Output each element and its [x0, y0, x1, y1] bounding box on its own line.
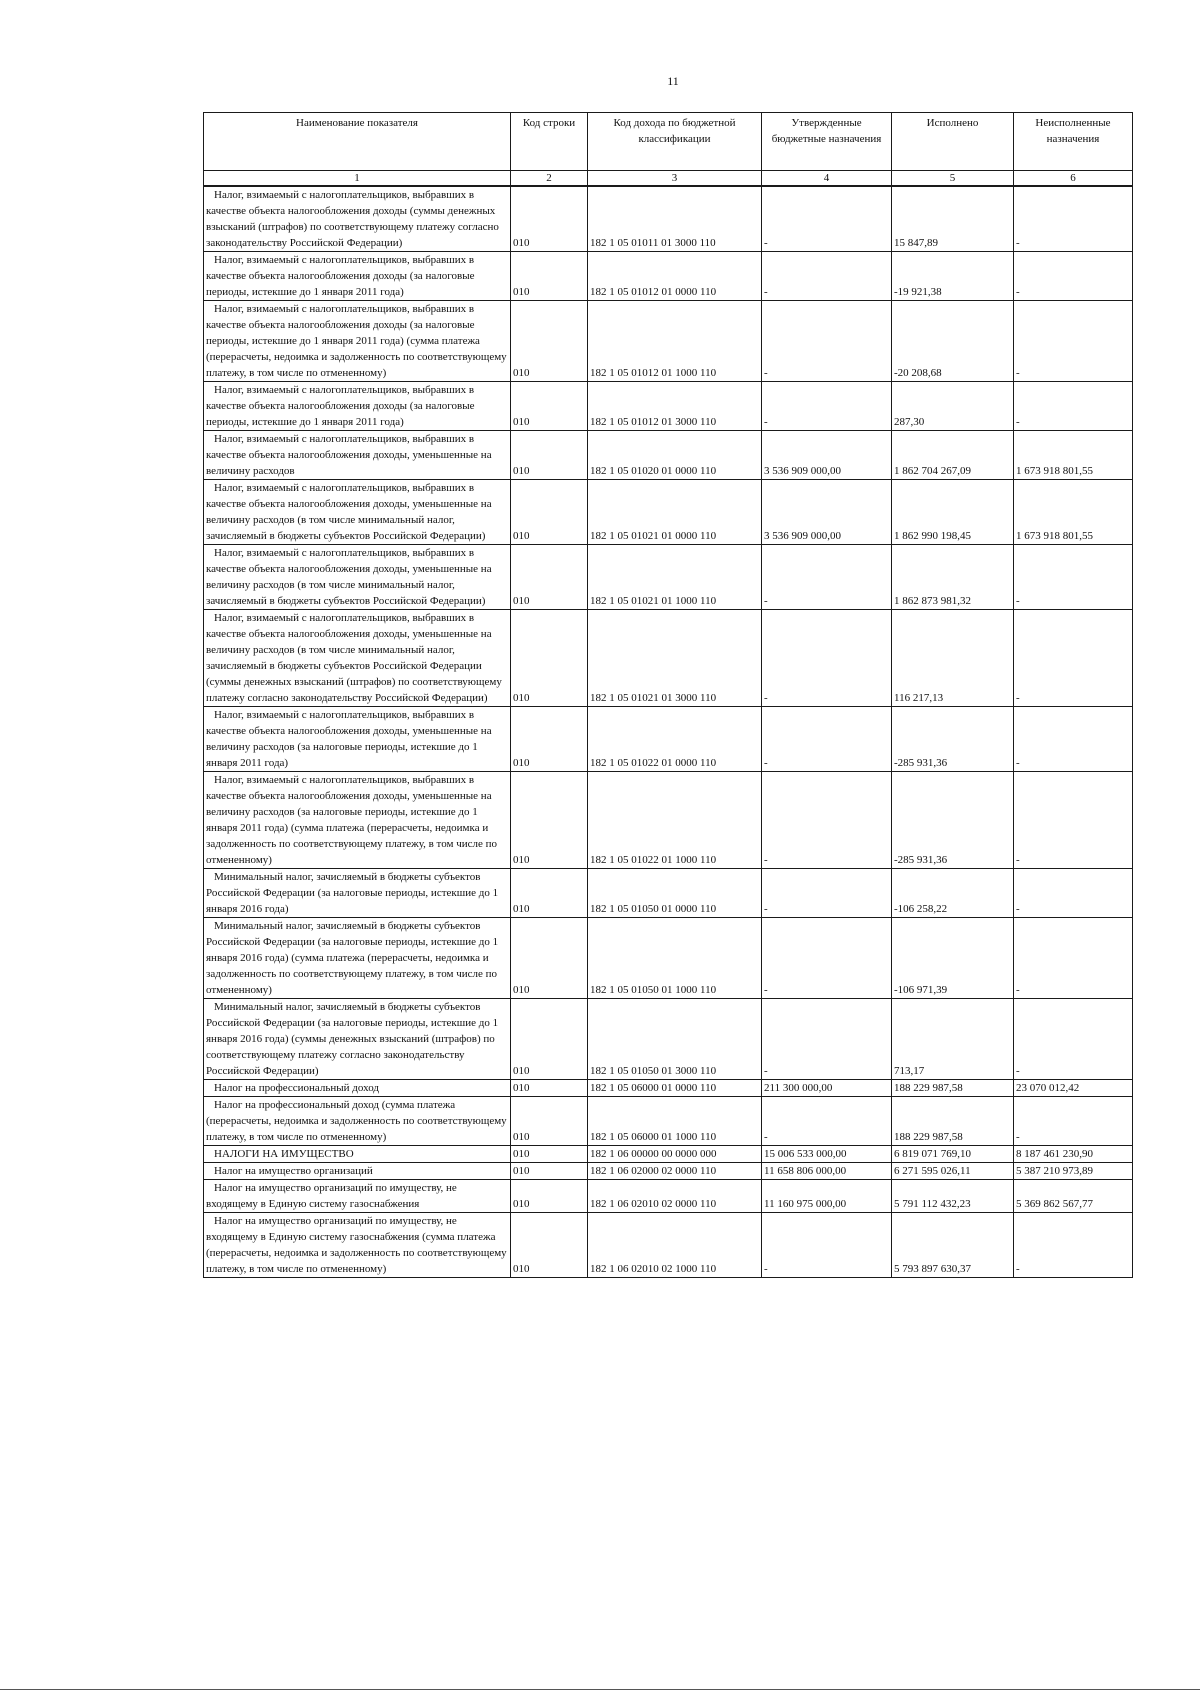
- table-row: [204, 252, 1133, 301]
- executed-amount-cell: -285 931,36: [892, 707, 1014, 772]
- table-body: [204, 186, 1133, 1278]
- table-row: [204, 431, 1133, 480]
- classification-code-cell: 182 1 06 02000 02 0000 110: [588, 1163, 762, 1180]
- line-code-cell: 010: [511, 1163, 588, 1180]
- classification-code-cell: 182 1 05 01012 01 1000 110: [588, 301, 762, 382]
- unexecuted-amount-cell: -: [1014, 610, 1133, 707]
- executed-amount-cell: 1 862 990 198,45: [892, 480, 1014, 545]
- executed-amount-cell: 713,17: [892, 999, 1014, 1080]
- table-header-row: [204, 113, 1133, 171]
- table-row: [204, 545, 1133, 610]
- column-number: 1: [204, 171, 511, 187]
- table-row: [204, 1213, 1133, 1278]
- table-row: [204, 1163, 1133, 1180]
- executed-amount-cell: -106 971,39: [892, 918, 1014, 999]
- approved-amount-cell: -: [762, 918, 892, 999]
- header-approved-appropriations: Утвержденные бюджетные назначения: [762, 113, 892, 171]
- table-row: [204, 1146, 1133, 1163]
- classification-code-cell: 182 1 06 02010 02 0000 110: [588, 1180, 762, 1213]
- line-code-cell: 010: [511, 480, 588, 545]
- indicator-name-cell: Налог, взимаемый с налогоплательщиков, выбравших в качестве объекта налогообложения доходы, уменьшенные на величину расходов (в том числе минимальный налог, зачисляемый в бюджеты субъектов Российской Федерации): [204, 480, 511, 545]
- executed-amount-cell: -285 931,36: [892, 772, 1014, 869]
- line-code-cell: 010: [511, 382, 588, 431]
- executed-amount-cell: 188 229 987,58: [892, 1080, 1014, 1097]
- executed-amount-cell: 287,30: [892, 382, 1014, 431]
- header-unexecuted-appropriations: Неисполненные назначения: [1014, 113, 1133, 171]
- line-code-cell: 010: [511, 707, 588, 772]
- classification-code-cell: 182 1 06 00000 00 0000 000: [588, 1146, 762, 1163]
- classification-code-cell: 182 1 05 01012 01 3000 110: [588, 382, 762, 431]
- approved-amount-cell: 211 300 000,00: [762, 1080, 892, 1097]
- approved-amount-cell: -: [762, 252, 892, 301]
- indicator-name-cell: Налог, взимаемый с налогоплательщиков, выбравших в качестве объекта налогообложения доходы, уменьшенные на величину расходов (за налоговые периоды, истекшие до 1 января 2011 года): [204, 707, 511, 772]
- approved-amount-cell: -: [762, 186, 892, 252]
- classification-code-cell: 182 1 05 01021 01 3000 110: [588, 610, 762, 707]
- unexecuted-amount-cell: -: [1014, 1213, 1133, 1278]
- executed-amount-cell: 188 229 987,58: [892, 1097, 1014, 1146]
- classification-code-cell: 182 1 05 01021 01 0000 110: [588, 480, 762, 545]
- line-code-cell: 010: [511, 772, 588, 869]
- classification-code-cell: 182 1 05 01021 01 1000 110: [588, 545, 762, 610]
- classification-code-cell: 182 1 05 01022 01 1000 110: [588, 772, 762, 869]
- indicator-name-cell: Налог, взимаемый с налогоплательщиков, выбравших в качестве объекта налогообложения доходы, уменьшенные на величину расходов (в том числе минимальный налог, зачисляемый в бюджеты субъектов Российской Федерации): [204, 545, 511, 610]
- approved-amount-cell: -: [762, 772, 892, 869]
- line-code-cell: 010: [511, 1146, 588, 1163]
- line-code-cell: 010: [511, 869, 588, 918]
- page-bottom-rule: [0, 1689, 1200, 1690]
- header-budget-classification-code: Код дохода по бюджетной классификации: [588, 113, 762, 171]
- table-row: [204, 1180, 1133, 1213]
- indicator-name-cell: Налог, взимаемый с налогоплательщиков, выбравших в качестве объекта налогообложения доходы, уменьшенные на величину расходов (в том числе минимальный налог, зачисляемый в бюджеты субъектов Российской Федерации (суммы денежных взысканий (штрафов) по соответствующему платежу согласно законодательству Российской Федерации): [204, 610, 511, 707]
- unexecuted-amount-cell: 23 070 012,42: [1014, 1080, 1133, 1097]
- unexecuted-amount-cell: -: [1014, 186, 1133, 252]
- indicator-name-cell: Минимальный налог, зачисляемый в бюджеты субъектов Российской Федерации (за налоговые периоды, истекшие до 1 января 2016 года): [204, 869, 511, 918]
- unexecuted-amount-cell: -: [1014, 707, 1133, 772]
- classification-code-cell: 182 1 05 01011 01 3000 110: [588, 186, 762, 252]
- table-row: [204, 301, 1133, 382]
- classification-code-cell: 182 1 05 01022 01 0000 110: [588, 707, 762, 772]
- executed-amount-cell: -106 258,22: [892, 869, 1014, 918]
- unexecuted-amount-cell: -: [1014, 869, 1133, 918]
- executed-amount-cell: -19 921,38: [892, 252, 1014, 301]
- column-number: 2: [511, 171, 588, 187]
- line-code-cell: 010: [511, 301, 588, 382]
- table-row: [204, 610, 1133, 707]
- indicator-name-cell: Налог, взимаемый с налогоплательщиков, выбравших в качестве объекта налогообложения доходы (суммы денежных взысканий (штрафов) по соответствующему платежу согласно законодательству Российской Федерации): [204, 186, 511, 252]
- table-row: [204, 1080, 1133, 1097]
- indicator-name-cell: НАЛОГИ НА ИМУЩЕСТВО: [204, 1146, 511, 1163]
- header-indicator-name: Наименование показателя: [204, 113, 511, 171]
- line-code-cell: 010: [511, 1080, 588, 1097]
- executed-amount-cell: 1 862 704 267,09: [892, 431, 1014, 480]
- line-code-cell: 010: [511, 1097, 588, 1146]
- approved-amount-cell: -: [762, 707, 892, 772]
- approved-amount-cell: 11 658 806 000,00: [762, 1163, 892, 1180]
- unexecuted-amount-cell: -: [1014, 999, 1133, 1080]
- header-line-code: Код строки: [511, 113, 588, 171]
- column-number: 4: [762, 171, 892, 187]
- table-row: [204, 382, 1133, 431]
- unexecuted-amount-cell: 1 673 918 801,55: [1014, 480, 1133, 545]
- indicator-name-cell: Налог на имущество организаций: [204, 1163, 511, 1180]
- approved-amount-cell: -: [762, 382, 892, 431]
- line-code-cell: 010: [511, 610, 588, 707]
- unexecuted-amount-cell: 1 673 918 801,55: [1014, 431, 1133, 480]
- indicator-name-cell: Налог, взимаемый с налогоплательщиков, выбравших в качестве объекта налогообложения доходы, уменьшенные на величину расходов: [204, 431, 511, 480]
- indicator-name-cell: Налог, взимаемый с налогоплательщиков, выбравших в качестве объекта налогообложения доходы (за налоговые периоды, истекшие до 1 января 2011 года): [204, 382, 511, 431]
- table-row: [204, 918, 1133, 999]
- unexecuted-amount-cell: -: [1014, 1097, 1133, 1146]
- executed-amount-cell: 6 271 595 026,11: [892, 1163, 1014, 1180]
- indicator-name-cell: Налог на имущество организаций по имуществу, не входящему в Единую систему газоснабжения: [204, 1180, 511, 1213]
- line-code-cell: 010: [511, 999, 588, 1080]
- line-code-cell: 010: [511, 918, 588, 999]
- executed-amount-cell: 5 791 112 432,23: [892, 1180, 1014, 1213]
- approved-amount-cell: -: [762, 610, 892, 707]
- column-number: 3: [588, 171, 762, 187]
- column-number: 6: [1014, 171, 1133, 187]
- classification-code-cell: 182 1 05 01050 01 1000 110: [588, 918, 762, 999]
- table-row: [204, 999, 1133, 1080]
- approved-amount-cell: -: [762, 545, 892, 610]
- classification-code-cell: 182 1 05 01020 01 0000 110: [588, 431, 762, 480]
- table-row: [204, 707, 1133, 772]
- indicator-name-cell: Налог, взимаемый с налогоплательщиков, выбравших в качестве объекта налогообложения доходы (за налоговые периоды, истекшие до 1 января 2011 года) (сумма платежа (перерасчеты, недоимка и задолженность по соответствующему платежу, в том числе по отмененному): [204, 301, 511, 382]
- approved-amount-cell: 15 006 533 000,00: [762, 1146, 892, 1163]
- indicator-name-cell: Налог на профессиональный доход (сумма платежа (перерасчеты, недоимка и задолженность по соответствующему платежу, в том числе по отмененному): [204, 1097, 511, 1146]
- unexecuted-amount-cell: 5 387 210 973,89: [1014, 1163, 1133, 1180]
- executed-amount-cell: 5 793 897 630,37: [892, 1213, 1014, 1278]
- line-code-cell: 010: [511, 1213, 588, 1278]
- unexecuted-amount-cell: 5 369 862 567,77: [1014, 1180, 1133, 1213]
- unexecuted-amount-cell: -: [1014, 382, 1133, 431]
- indicator-name-cell: Минимальный налог, зачисляемый в бюджеты субъектов Российской Федерации (за налоговые периоды, истекшие до 1 января 2016 года) (сумма платежа (перерасчеты, недоимка и задолженность по соответствующему платежу, в том числе по отмененному): [204, 918, 511, 999]
- unexecuted-amount-cell: -: [1014, 772, 1133, 869]
- executed-amount-cell: 1 862 873 981,32: [892, 545, 1014, 610]
- table-row: [204, 772, 1133, 869]
- column-number: 5: [892, 171, 1014, 187]
- executed-amount-cell: 116 217,13: [892, 610, 1014, 707]
- approved-amount-cell: 11 160 975 000,00: [762, 1180, 892, 1213]
- indicator-name-cell: Налог на имущество организаций по имуществу, не входящему в Единую систему газоснабжения (сумма платежа (перерасчеты, недоимка и задолженность по соответствующему платежу, в том числе по отмененному): [204, 1213, 511, 1278]
- indicator-name-cell: Налог на профессиональный доход: [204, 1080, 511, 1097]
- executed-amount-cell: -20 208,68: [892, 301, 1014, 382]
- header-executed: Исполнено: [892, 113, 1014, 171]
- line-code-cell: 010: [511, 1180, 588, 1213]
- executed-amount-cell: 15 847,89: [892, 186, 1014, 252]
- approved-amount-cell: -: [762, 301, 892, 382]
- line-code-cell: 010: [511, 545, 588, 610]
- approved-amount-cell: -: [762, 1097, 892, 1146]
- line-code-cell: 010: [511, 252, 588, 301]
- table-row: [204, 1097, 1133, 1146]
- indicator-name-cell: Налог, взимаемый с налогоплательщиков, выбравших в качестве объекта налогообложения доходы (за налоговые периоды, истекшие до 1 января 2011 года): [204, 252, 511, 301]
- indicator-name-cell: Налог, взимаемый с налогоплательщиков, выбравших в качестве объекта налогообложения доходы, уменьшенные на величину расходов (за налоговые периоды, истекшие до 1 января 2011 года) (сумма платежа (перерасчеты, недоимка и задолженность по соответствующему платежу, в том числе по отмененному): [204, 772, 511, 869]
- table-row: [204, 186, 1133, 252]
- approved-amount-cell: 3 536 909 000,00: [762, 480, 892, 545]
- unexecuted-amount-cell: -: [1014, 301, 1133, 382]
- classification-code-cell: 182 1 05 01050 01 3000 110: [588, 999, 762, 1080]
- classification-code-cell: 182 1 05 06000 01 1000 110: [588, 1097, 762, 1146]
- approved-amount-cell: -: [762, 1213, 892, 1278]
- unexecuted-amount-cell: -: [1014, 545, 1133, 610]
- approved-amount-cell: -: [762, 999, 892, 1080]
- unexecuted-amount-cell: -: [1014, 252, 1133, 301]
- classification-code-cell: 182 1 05 01050 01 0000 110: [588, 869, 762, 918]
- budget-execution-table: [203, 112, 1133, 1278]
- page-number: 11: [667, 74, 679, 88]
- table-row: [204, 869, 1133, 918]
- indicator-name-cell: Минимальный налог, зачисляемый в бюджеты субъектов Российской Федерации (за налоговые периоды, истекшие до 1 января 2016 года) (суммы денежных взысканий (штрафов) по соответствующему платежу согласно законодательству Российской Федерации): [204, 999, 511, 1080]
- classification-code-cell: 182 1 05 06000 01 0000 110: [588, 1080, 762, 1097]
- classification-code-cell: 182 1 06 02010 02 1000 110: [588, 1213, 762, 1278]
- line-code-cell: 010: [511, 431, 588, 480]
- line-code-cell: 010: [511, 186, 588, 252]
- table-row: [204, 480, 1133, 545]
- column-number-row: [204, 171, 1133, 187]
- unexecuted-amount-cell: 8 187 461 230,90: [1014, 1146, 1133, 1163]
- approved-amount-cell: -: [762, 869, 892, 918]
- classification-code-cell: 182 1 05 01012 01 0000 110: [588, 252, 762, 301]
- executed-amount-cell: 6 819 071 769,10: [892, 1146, 1014, 1163]
- approved-amount-cell: 3 536 909 000,00: [762, 431, 892, 480]
- unexecuted-amount-cell: -: [1014, 918, 1133, 999]
